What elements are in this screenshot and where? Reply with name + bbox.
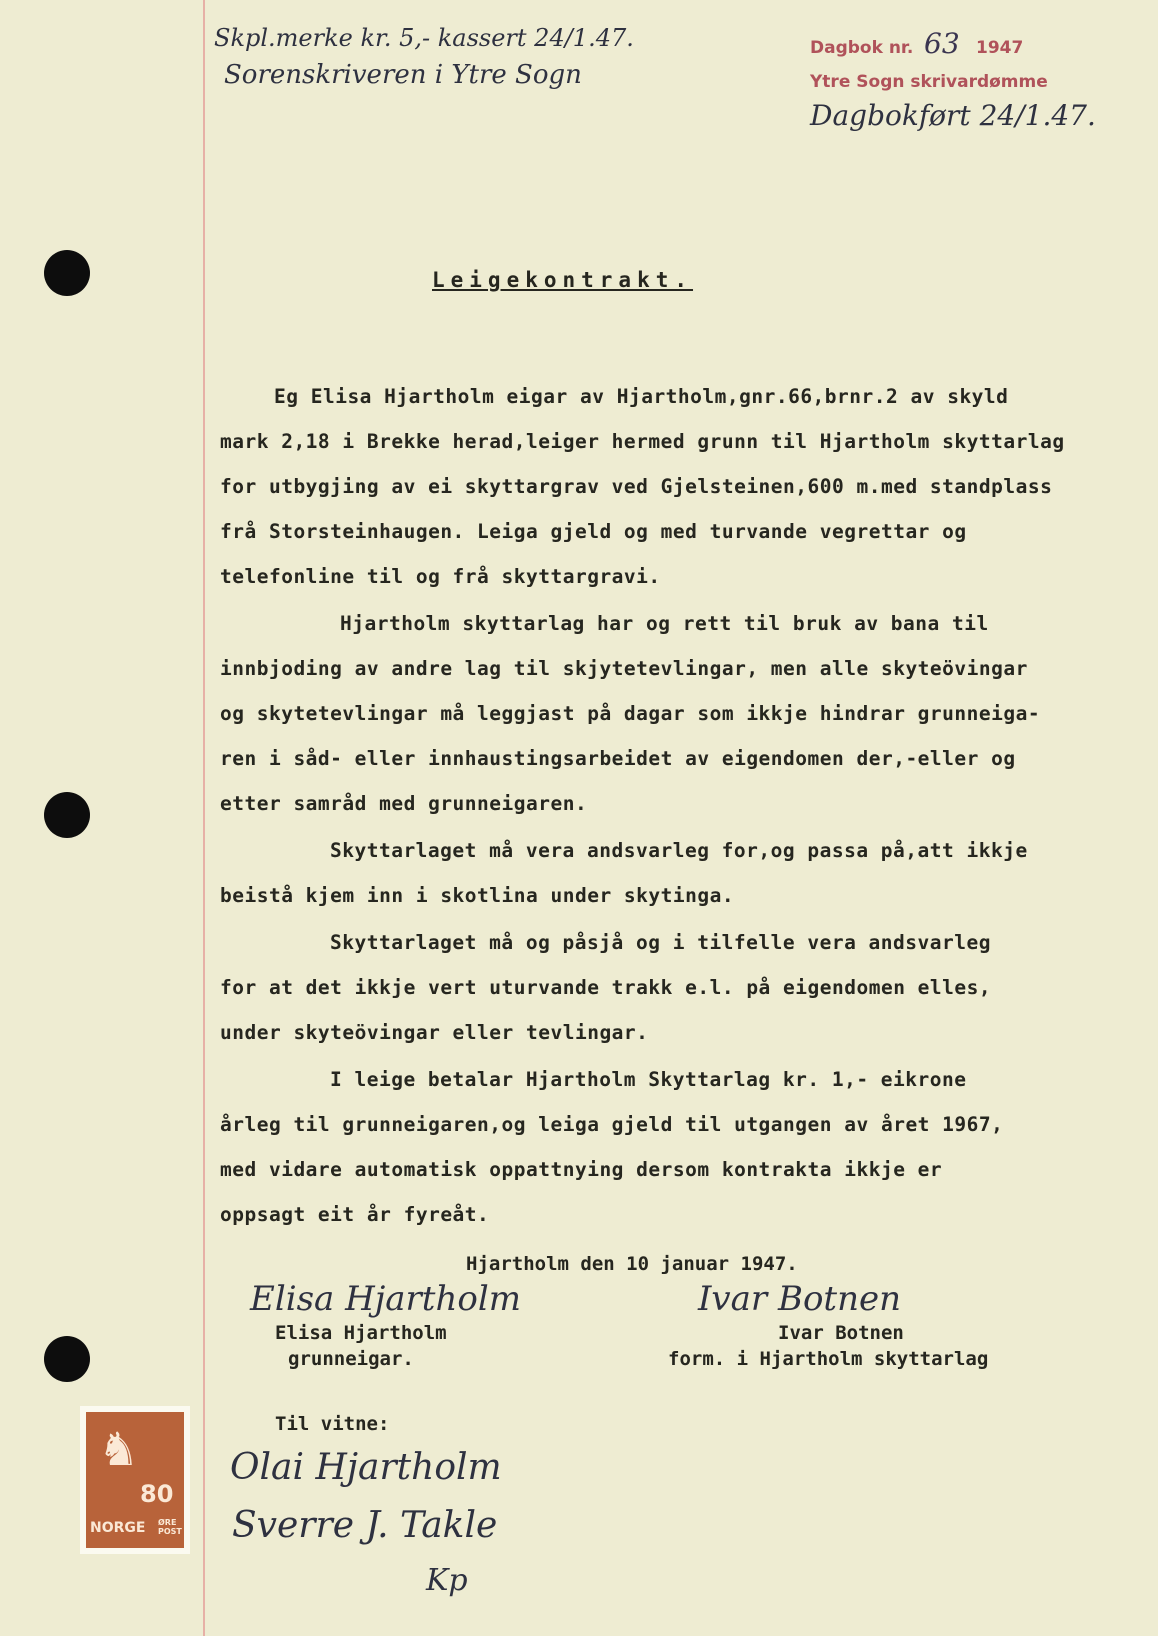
stamp-currency: ØRE POST: [158, 1518, 182, 1536]
text-line: I leige betalar Hjartholm Skyttarlag kr. 1,- eikrone: [330, 1068, 967, 1091]
text-line: Skyttarlaget må vera andsvarleg for,og passa på,att ikkje: [330, 839, 1028, 862]
text-line: under skyteövingar eller tevlingar.: [220, 1021, 649, 1044]
text-line: Eg Elisa Hjartholm eigar av Hjartholm,gnr.66,brnr.2 av skyld: [274, 385, 1009, 408]
registry-stamp-label: Dagbok nr.: [810, 38, 914, 58]
witness-signature: Olai Hjartholm: [230, 1447, 502, 1488]
text-line: Hjartholm skyttarlag har og rett til bruk av bana til: [340, 612, 989, 635]
text-line: mark 2,18 i Brekke herad,leiger hermed grunn til Hjartholm skyttarlag: [220, 430, 1065, 453]
text-line: oppsagt eit år fyreåt.: [220, 1203, 490, 1226]
signature-elisa-hjartholm: Elisa Hjartholm: [250, 1279, 521, 1319]
punch-hole: [44, 1336, 90, 1382]
witness-label: Til vitne:: [275, 1413, 390, 1435]
text-line: ren i såd- eller innhaustingsarbeidet av eigendomen der,-eller og: [220, 747, 1016, 770]
witness-signature: Sverre J. Takle: [232, 1505, 498, 1546]
handwritten-stamp-note: Skpl.merke kr. 5,- kassert 24/1.47.: [214, 24, 634, 52]
registry-office: Ytre Sogn skrivardømme: [810, 72, 1048, 92]
text-line: med vidare automatisk oppattnying dersom kontrakta ikkje er: [220, 1158, 943, 1181]
stamp-value: 80: [140, 1480, 174, 1508]
text-line: for utbygjing av ei skyttargrav ved Gjelsteinen,600 m.med standplass: [220, 475, 1053, 498]
signatory-name-left: Elisa Hjartholm: [275, 1322, 447, 1344]
document-title: Leigekontrakt.: [432, 268, 694, 292]
text-line: årleg til grunneigaren,og leiga gjeld til utgangen av året 1967,: [220, 1113, 1004, 1136]
text-line: innbjoding av andre lag til skjytetevlingar, men alle skyteövingar: [220, 657, 1028, 680]
registry-number: 63: [924, 27, 960, 60]
handwritten-court-note: Sorenskriveren i Ytre Sogn: [224, 60, 582, 90]
registry-year: 1947: [976, 38, 1024, 58]
postage-stamp: [80, 1406, 190, 1554]
text-line: etter samråd med grunneigaren.: [220, 792, 588, 815]
text-line: Skyttarlaget må og påsjå og i tilfelle vera andsvarleg: [330, 931, 991, 954]
stamp-country: NORGE: [90, 1520, 146, 1536]
punch-hole: [44, 250, 90, 296]
signature-ivar-botnen: Ivar Botnen: [698, 1279, 902, 1319]
date-line: Hjartholm den 10 januar 1947.: [466, 1253, 798, 1275]
text-line: for at det ikkje vert uturvande trakk e.l. på eigendomen elles,: [220, 976, 992, 999]
red-margin-line: [203, 0, 205, 1636]
text-line: telefonline til og frå skyttargravi.: [220, 565, 661, 588]
lion-emblem-icon: ♞: [98, 1422, 140, 1476]
registry-handwritten-date: Dagbokført 24/1.47.: [810, 99, 1096, 132]
signatory-name-right: Ivar Botnen: [778, 1322, 904, 1344]
signatory-role-left: grunneigar.: [288, 1348, 414, 1370]
text-line: og skytetevlingar må leggjast på dagar som ikkje hindrar grunneiga-: [220, 702, 1041, 725]
initials: Kp: [426, 1563, 468, 1598]
text-line: frå Storsteinhaugen. Leiga gjeld og med turvande vegrettar og: [220, 520, 967, 543]
signatory-role-right: form. i Hjartholm skyttarlag: [668, 1348, 989, 1370]
punch-hole: [44, 792, 90, 838]
text-line: beistå kjem inn i skotlina under skytinga.: [220, 884, 735, 907]
